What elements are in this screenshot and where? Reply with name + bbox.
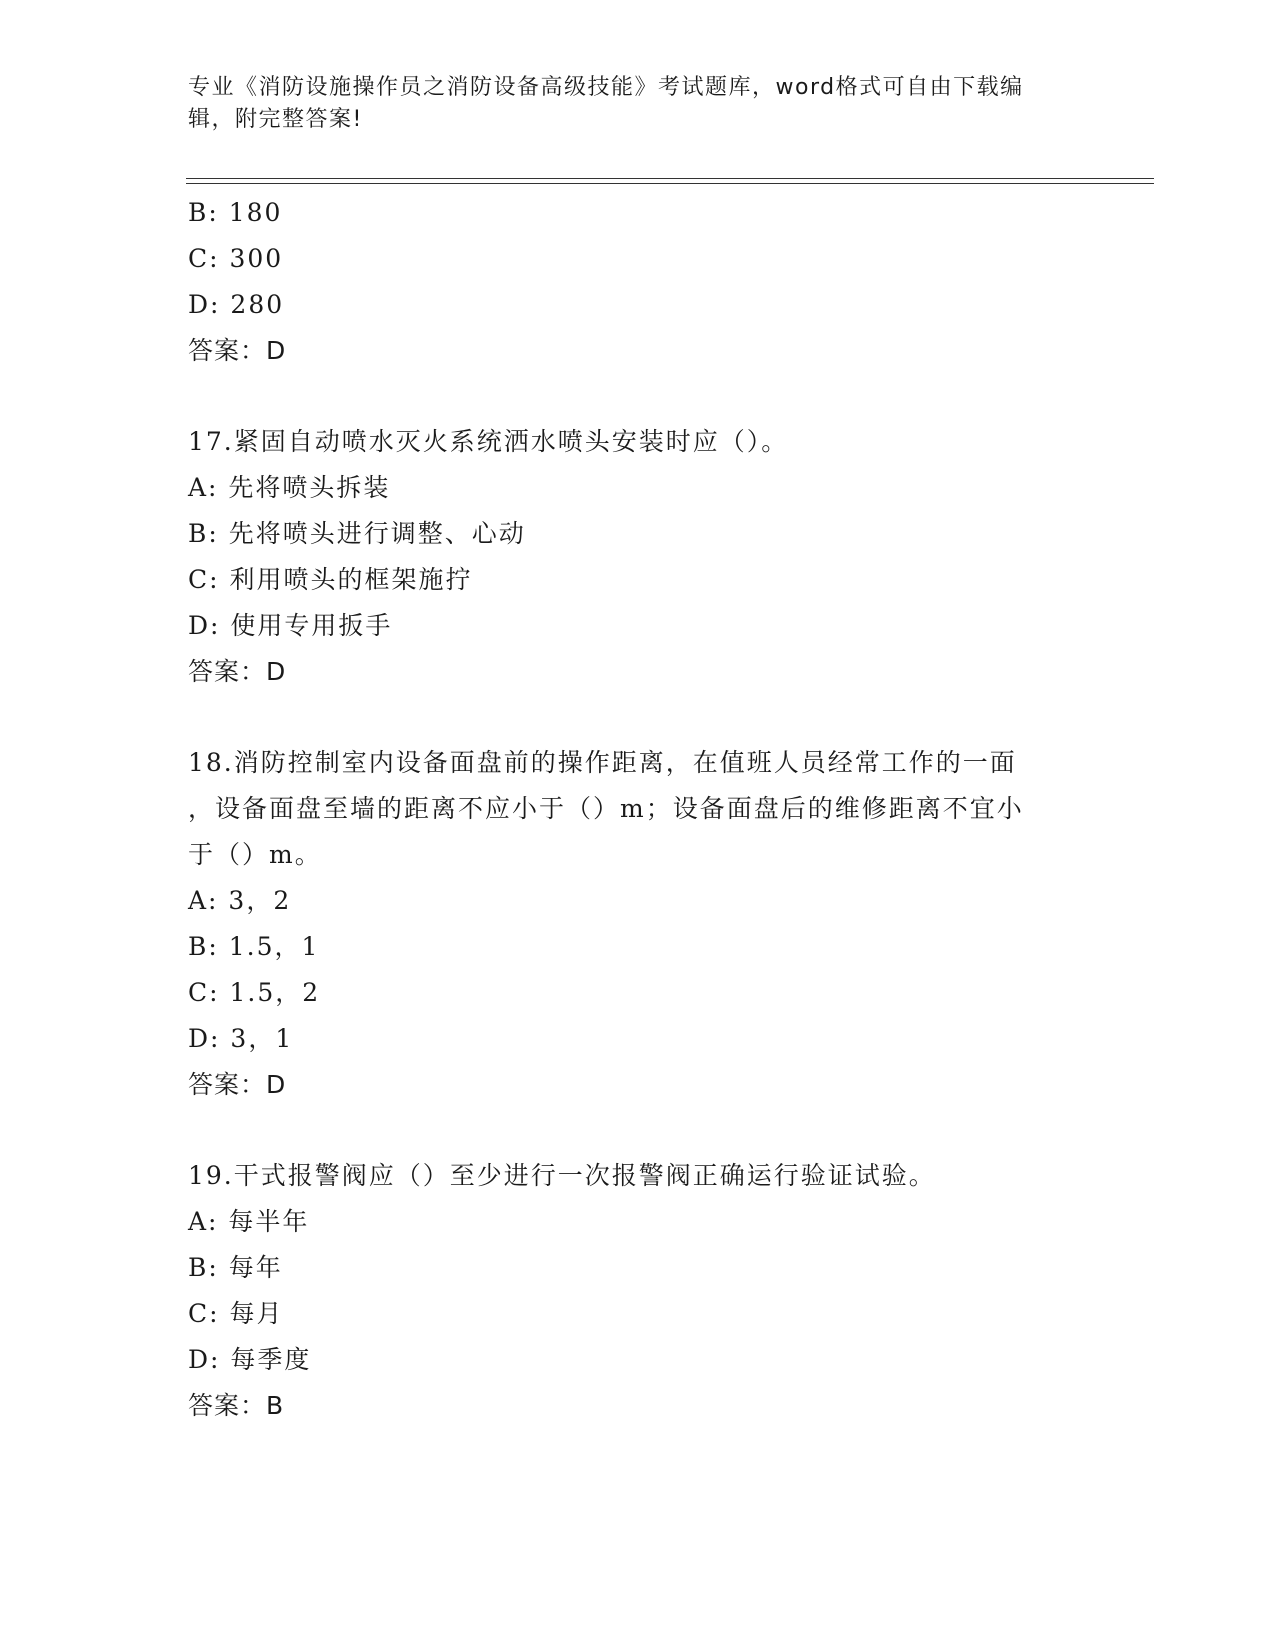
question-text-line-3: 于（）m。 [188, 840, 322, 869]
header-line-2: 辑，附完整答案! [188, 107, 363, 132]
question-block-continued [188, 190, 1088, 374]
option-d: D: 每季度 [188, 1345, 312, 1374]
question-list [188, 190, 1088, 1429]
option-d: D: 3，1 [188, 1024, 294, 1053]
question-text-line-1: 18.消防控制室内设备面盘前的操作距离，在值班人员经常工作的一面 [188, 748, 1017, 777]
option-a: A: 3，2 [188, 886, 292, 915]
option-b: B: 每年 [188, 1253, 283, 1282]
answer-line: 答案：D [188, 336, 287, 365]
option-a: A: 每半年 [188, 1207, 310, 1236]
question-block-17 [188, 419, 1088, 695]
document-header [188, 72, 1068, 136]
answer-line: 答案：B [188, 1391, 285, 1420]
option-d: D: 280 [188, 290, 285, 319]
option-c: C: 利用喷头的框架施拧 [188, 565, 473, 594]
question-block-18 [188, 740, 1088, 1108]
answer-line: 答案：D [188, 657, 287, 686]
question-block-19 [188, 1153, 1088, 1429]
answer-line: 答案：D [188, 1070, 287, 1099]
option-c: C: 300 [188, 244, 284, 273]
option-b: B: 先将喷头进行调整、心动 [188, 519, 526, 548]
header-divider-top [186, 178, 1154, 179]
question-text: 17.紧固自动喷水灭火系统洒水喷头安装时应（）。 [188, 427, 789, 456]
option-a: A: 先将喷头拆装 [188, 473, 391, 502]
option-b: B: 180 [188, 198, 283, 227]
header-line-1: 专业《消防设施操作员之消防设备高级技能》考试题库，word格式可自由下载编 [188, 75, 1024, 100]
option-c: C: 每月 [188, 1299, 284, 1328]
question-text-line-2: ，设备面盘至墙的距离不应小于（）m；设备面盘后的维修距离不宜小 [188, 794, 1024, 823]
question-text: 19.干式报警阀应（）至少进行一次报警阀正确运行验证试验。 [188, 1161, 936, 1190]
option-d: D: 使用专用扳手 [188, 611, 393, 640]
header-divider-bottom [186, 183, 1154, 184]
option-c: C: 1.5，2 [188, 978, 321, 1007]
option-b: B: 1.5，1 [188, 932, 320, 961]
